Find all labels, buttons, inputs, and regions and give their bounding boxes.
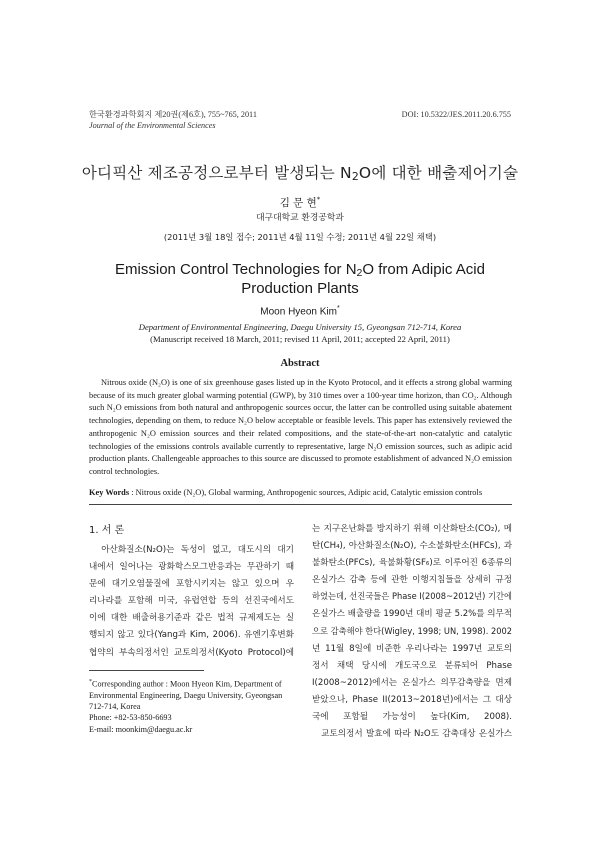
journal-citation <box>89 109 257 131</box>
english-title-subscript: 2 <box>356 267 363 279</box>
journal-name-english: Journal of the Environmental Sciences <box>89 121 216 130</box>
right-line: I(2008~2012)에서는 온실가스 의무감축량을 면제 <box>312 677 512 688</box>
keywords <box>89 488 519 497</box>
doi: DOI: 10.5322/JES.2011.20.6.755 <box>401 110 511 119</box>
right-line: 으로 감축해야 한다(Wigley, 1998; UN, 1998). 2002 <box>312 626 512 637</box>
keywords-label: Key Words <box>89 488 130 497</box>
korean-affiliation: 대구대학교 환경공학과 <box>256 213 344 223</box>
korean-title <box>0 161 600 183</box>
footnote-line: E-mail: moonkim@daegu.ac.kr <box>89 724 193 734</box>
right-line: 국에 포함될 가능성이 높다(Kim, 2008). <box>312 712 512 723</box>
korean-title-subscript: 2 <box>351 170 359 183</box>
abstract-body: Nitrous oxide (N₂O) is one of six greenhouse gases listed up in the Kyoto Protocol, and it effects a strong global warming because of its much greater global warming potential (GWP), by 310 times over a 100-year time horizon, than CO₂. Although such N₂O emissions from both natural and anthropogenic sources occur, the latter can be controlled using suitable abatement technologies, depending on them, to reduce N₂O below acceptable or feasible levels. This paper has extensively reviewed the anthropogenic N₂O emission sources and their related compositions, and the state-of-the-art non-catalytic and catalytic technologies of the emissions controls available currently to representative, large N₂O emission sources, such as adipic acid production plants. Challengeable approaches to this source are discussed to promote establishment of advanced N₂O emission control technologies. <box>89 378 512 476</box>
left-line: 리나라를 포함해 미국, 유럽연합 등의 선진국에서도 <box>89 596 294 607</box>
footnote-divider <box>89 670 204 671</box>
left-line: 협약의 부속의정서인 교토의정서(Kyoto Protocol)에 <box>89 647 294 658</box>
right-line: 는 지구온난화를 방지하기 위해 이산화탄소(CO₂), 메 <box>312 524 512 534</box>
right-line: 교토의정서 발효에 따라 N₂O도 감축대상 온실가스 <box>312 729 512 740</box>
left-line: 행되지 않고 있다(Yang과 Kim, 2006). 유엔기후변화 <box>89 630 294 641</box>
right-line: 불화탄소(PFCs), 육불화황(SF₆)로 이루어진 6종류의 <box>312 558 512 569</box>
left-line: 문에 대기오염물질에 포함시키지는 않고 있으며 우 <box>89 579 294 590</box>
right-line: 하였는데, 선진국들은 Phase I(2008~2012년) 기간에 <box>312 592 512 603</box>
abstract-heading: Abstract <box>280 358 320 369</box>
english-author-mark: * <box>336 305 340 312</box>
footnote-text: Corresponding author : Moon Hyeon Kim, Department of <box>92 679 282 689</box>
english-author <box>0 305 600 317</box>
korean-author-mark: * <box>316 195 321 204</box>
footnote-mark: * <box>89 679 92 685</box>
english-title-part2: O from Adipic Acid <box>362 261 485 278</box>
left-line: 아산화질소(N₂O)는 독성이 없고, 대도시의 대기 <box>89 545 294 555</box>
right-line: 온실가스 감축 등에 관한 이행지침들을 상세히 규정 <box>312 575 512 586</box>
body-left-column <box>89 542 294 662</box>
korean-author <box>0 195 600 210</box>
footnote <box>89 677 294 735</box>
right-line: 년 11월 8일에 비준한 우리나라는 1997년 교토의 <box>312 643 512 654</box>
keywords-list: : Nitrous oxide (N₂O), Global warming, Anthropogenic sources, Adipic acid, Catalytic emission controls <box>129 488 483 497</box>
footnote-line: 712-714, Korea <box>89 702 141 712</box>
footnote-line: Environmental Engineering, Daegu University, Gyeongsan <box>89 690 283 700</box>
english-dates: (Manuscript received 18 March, 2011; revised 11 April, 2011; accepted 22 April, 2011) <box>150 334 450 344</box>
right-line: 정서 채택 당시에 개도국으로 분류되어 Phase <box>312 660 512 671</box>
korean-author-name: 김 문 현 <box>279 197 317 209</box>
english-author-name: Moon Hyeon Kim <box>260 306 337 318</box>
left-line: 이에 대한 배출허용기준과 같은 법적 규제제도는 실 <box>89 613 294 624</box>
section-heading: 1. 서 론 <box>89 525 125 536</box>
english-title <box>60 260 540 298</box>
footnote-line: Phone: +82-53-850-6693 <box>89 713 172 723</box>
english-affiliation: Department of Environmental Engineering, Daegu University 15, Gyeongsan 712-714, Korea <box>138 322 462 332</box>
right-line: 받았으나, Phase II(2013~2018년)에서는 그 대상 <box>312 694 512 705</box>
korean-dates: (2011년 3월 18일 접수; 2011년 4월 11일 수정; 2011년 4월 22일 채택) <box>163 232 437 242</box>
english-title-line1 <box>60 260 540 279</box>
abstract-divider <box>89 504 512 505</box>
right-line: 탄(CH₄), 아산화질소(N₂O), 수소불화탄소(HFCs), 과 <box>312 541 512 552</box>
journal-name-korean: 한국환경과학회지 제20권(제6호), 755~765, 2011 <box>89 110 257 119</box>
korean-title-part2: O에 대한 배출제어기술 <box>358 164 519 182</box>
right-line: 온실가스 배출량을 1990년 대비 평균 5.2%를 의무적 <box>312 609 512 620</box>
korean-title-part1: 아디픽산 제조공정으로부터 발생되는 N <box>81 164 352 182</box>
english-title-line2: Production Plants <box>241 280 359 297</box>
left-line: 내에서 일어나는 광화학스모그반응과는 무관하기 때 <box>89 562 294 573</box>
english-title-part1: Emission Control Technologies for N <box>115 261 357 278</box>
footnote-line <box>89 677 294 690</box>
body-right-column <box>312 521 512 743</box>
